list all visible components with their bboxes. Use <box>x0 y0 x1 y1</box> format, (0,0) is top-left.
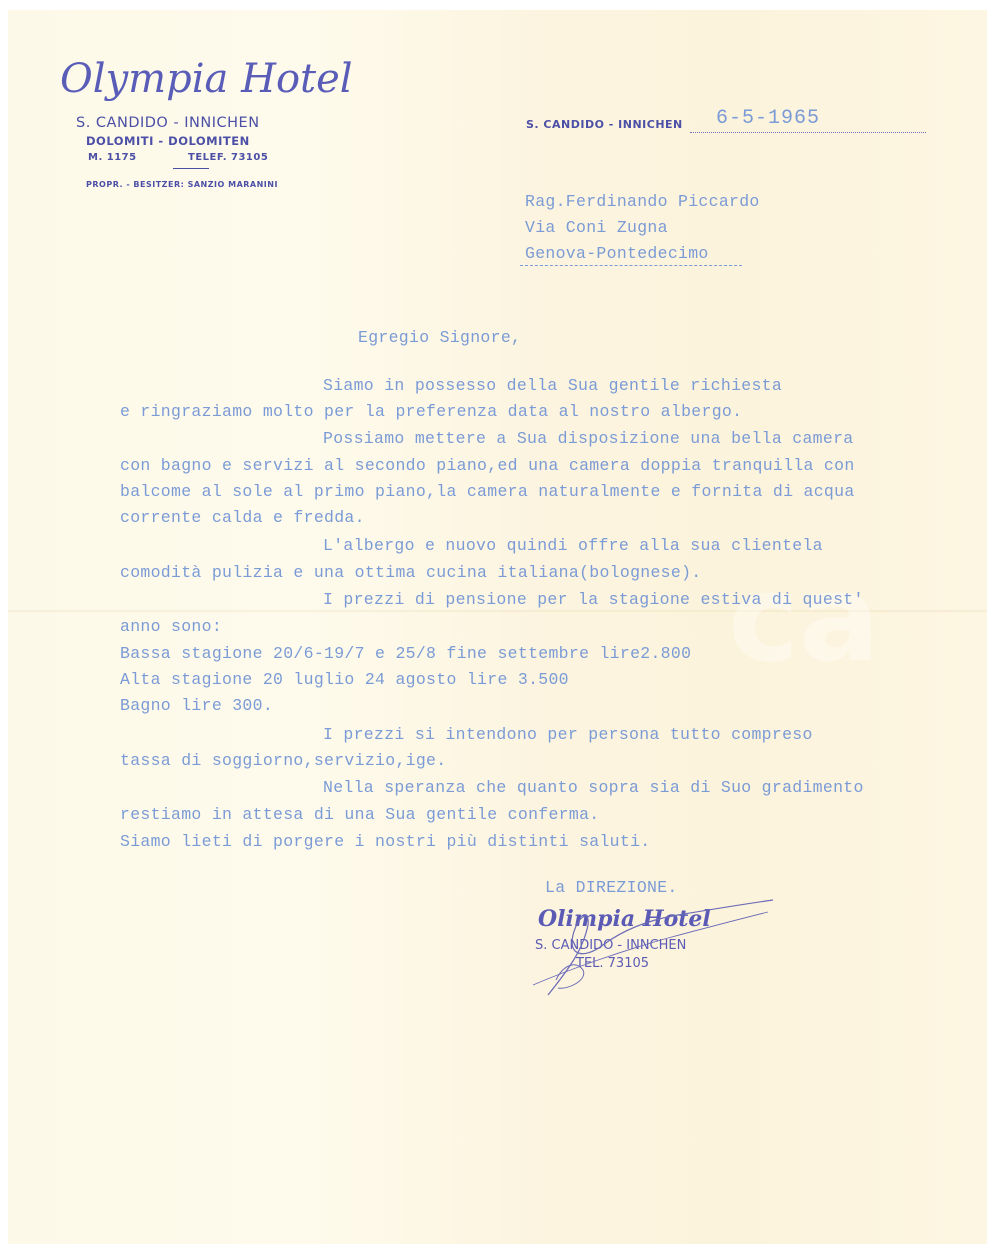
body-line: I prezzi di pensione per la stagione estiva di quest' <box>323 590 864 609</box>
stamp-hotel-name: Olimpia Hotel <box>538 906 711 932</box>
recipient-city: Genova-Pontedecimo <box>525 244 709 263</box>
watermark: ca <box>728 550 881 689</box>
body-line: balcome al sole al primo piano,la camera naturalmente e fornita di acqua <box>120 482 855 501</box>
body-line: I prezzi si intendono per persona tutto compreso <box>323 725 813 744</box>
body-line: comodità pulizia e una ottima cucina italiana(bolognese). <box>120 563 702 582</box>
letterhead-location: S. CANDIDO - INNICHEN <box>76 115 260 131</box>
body-line: anno sono: <box>120 617 223 636</box>
letter-page <box>8 10 987 1244</box>
recipient-city-underline <box>520 265 742 266</box>
body-line: restiamo in attesa di una Sua gentile conferma. <box>120 805 600 824</box>
dateline-place: S. CANDIDO - INNICHEN <box>526 118 683 131</box>
recipient-street: Via Coni Zugna <box>525 218 668 237</box>
recipient-name: Rag.Ferdinando Piccardo <box>525 192 760 211</box>
dateline-date: 6-5-1965 <box>716 107 821 130</box>
hotel-logo-script: Olympia Hotel <box>60 56 353 102</box>
letterhead-region: DOLOMITI - DOLOMITEN <box>86 134 250 148</box>
body-line: Siamo in possesso della Sua gentile richiesta <box>323 376 783 395</box>
body-line: tassa di soggiorno,servizio,ige. <box>120 751 447 770</box>
body-line: con bagno e servizi al secondo piano,ed una camera doppia tranquilla con <box>120 456 855 475</box>
body-line: Nella speranza che quanto sopra sia di Suo gradimento <box>323 778 864 797</box>
salutation: Egregio Signore, <box>358 328 522 347</box>
body-line: Alta stagione 20 luglio 24 agosto lire 3.500 <box>120 670 569 689</box>
letterhead-rule <box>173 168 209 169</box>
body-line: L'albergo e nuovo quindi offre alla sua clientela <box>323 536 823 555</box>
letterhead-altitude: M. 1175 <box>88 152 137 163</box>
body-line: Siamo lieti di porgere i nostri più distinti saluti. <box>120 832 651 851</box>
closing-signoff: La DIREZIONE. <box>545 878 678 897</box>
body-line: e ringraziamo molto per la preferenza data al nostro albergo. <box>120 402 743 421</box>
body-line: Bassa stagione 20/6-19/7 e 25/8 fine settembre lire2.800 <box>120 644 692 663</box>
body-line: corrente calda e fredda. <box>120 508 365 527</box>
letterhead-telephone: TELEF. 73105 <box>188 152 269 163</box>
body-line: Bagno lire 300. <box>120 696 274 715</box>
stamp-phone: TEL. 73105 <box>576 956 650 971</box>
paper-fold <box>8 610 987 612</box>
signature <box>528 890 788 1005</box>
dateline-dotted-line <box>690 132 926 133</box>
body-line: Possiamo mettere a Sua disposizione una bella camera <box>323 429 854 448</box>
stamp-location: S. CANDIDO - INNCHEN <box>535 938 687 953</box>
letterhead-owner: PROPR. - BESITZER: SANZIO MARANINI <box>86 180 278 189</box>
